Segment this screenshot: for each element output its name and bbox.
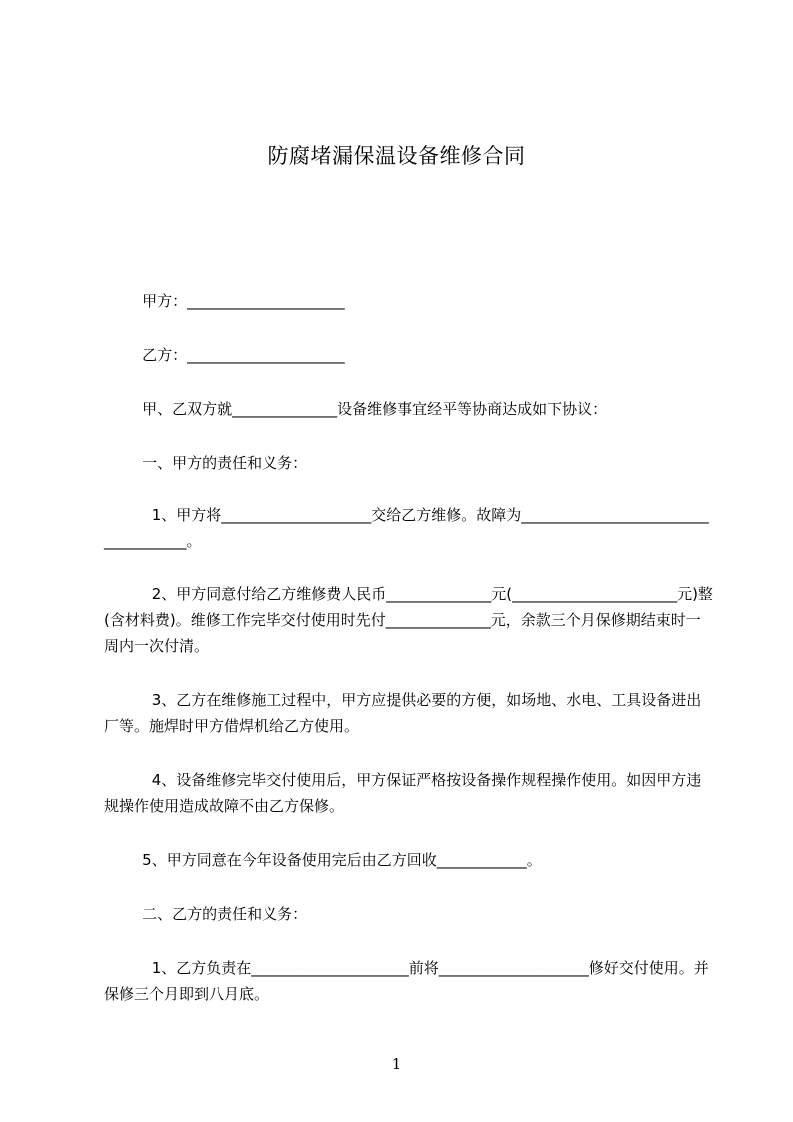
section-two-heading: 二、乙方的责任和义务： [104,905,308,923]
party-a-line: 甲方：_____________________ [104,292,345,310]
clause-a4: 4、设备维修完毕交付使用后，甲方保证严格按设备操作规程操作使用。如因甲方违规操作使用造成故障不由乙方保修。 [104,771,702,815]
clause-a1: 1、甲方将____________________交给乙方维修。故障为____________________________________。 [104,506,709,550]
clause-a3: 3、乙方在维修施工过程中，甲方应提供必要的方便，如场地、水电、工具设备进出厂等。施焊时甲方借焊机给乙方使用。 [104,691,702,735]
section-one-heading: 一、甲方的责任和义务： [104,454,308,472]
clause-a2: 2、甲方同意付给乙方维修费人民币______________元(______________________元)整(含材料费)。维修工作完毕交付使用时先付______________元，余款三个月保修期结束时一周内一次付清。 [104,585,713,655]
page-number: 1 [391,1055,402,1073]
clause-b1: 1、乙方负责在_____________________前将____________________修好交付使用。并保修三个月即到八月底。 [104,959,709,1003]
clause-a5: 5、甲方同意在今年设备使用完后由乙方回收____________。 [104,851,542,869]
party-b-line: 乙方：_____________________ [104,346,345,364]
document-title: 防腐堵漏保温设备维修合同 [267,144,526,168]
agreement-intro: 甲、乙双方就______________设备维修事宜经平等协商达成如下协议： [104,400,608,418]
